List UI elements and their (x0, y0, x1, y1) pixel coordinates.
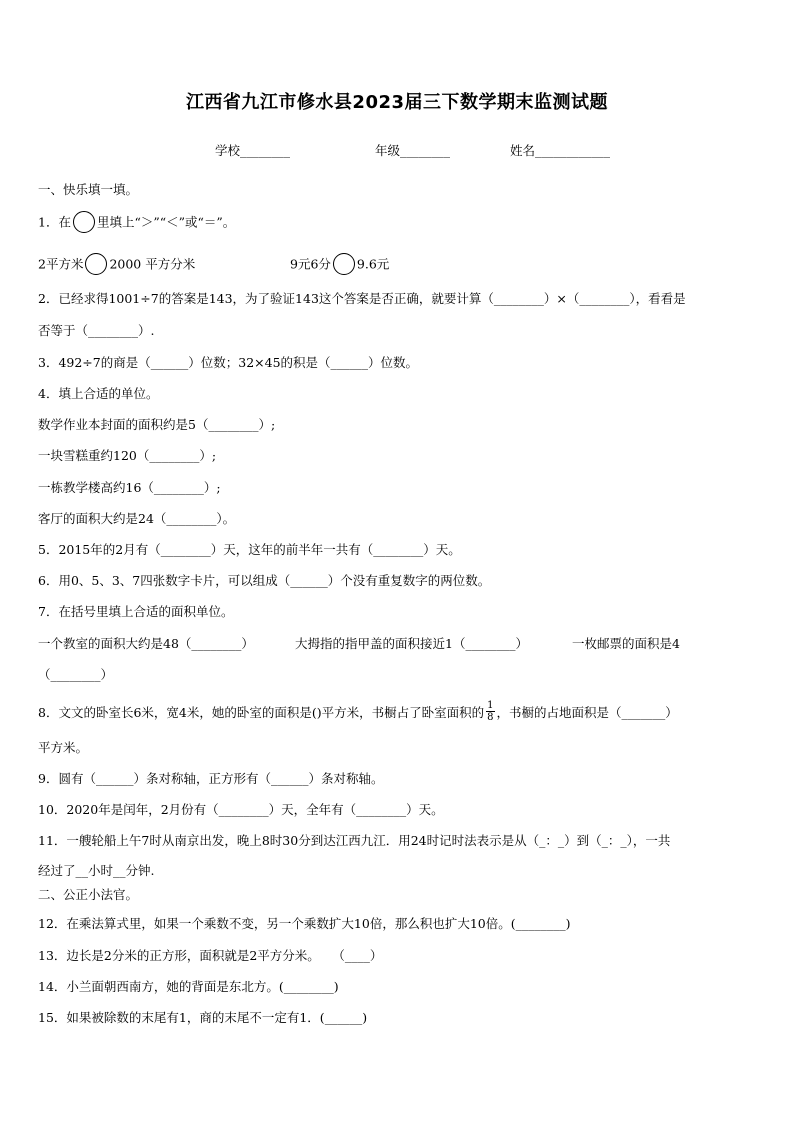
q1-sub2-left: 9元6分 (290, 256, 331, 272)
question-7-part-3: 一枚邮票的面积是4 (572, 636, 680, 651)
question-11-line-1: 11．一艘轮船上午7时从南京出发，晚上8时30分到达江西九江．用24时记时法表示是从（_：_）到（_：_），一共 (38, 833, 671, 848)
school-field: 学校________ (215, 143, 291, 158)
question-5: 5．2015年的2月有（________）天，这年的前半年一共有（________）天。 (38, 542, 461, 557)
question-12: 12．在乘法算式里，如果一个乘数不变，另一个乘数扩大10倍，那么积也扩大10倍。(________) (38, 916, 571, 931)
q8-text-a: 8．文文的卧室长6米，宽4米，她的卧室的面积是()平方米，书橱占了卧室面积的 (38, 705, 485, 720)
question-1-sub-1 (38, 254, 195, 276)
q1-text-b: 里填上“＞”“＜”或“＝”。 (96, 214, 236, 230)
grade-field: 年级________ (375, 143, 451, 158)
section-1-heading: 一、快乐填一填。 (38, 182, 139, 197)
q1-sub2-right: 9.6元 (356, 256, 390, 272)
question-1 (38, 212, 235, 234)
fraction-one-eighth (486, 700, 494, 723)
question-13: 13．边长是2分米的正方形，面积就是2平方分米。 （____） (38, 948, 383, 963)
question-2-line-2: 否等于（________）. (38, 323, 155, 338)
question-9: 9．圆有（______）条对称轴，正方形有（______）条对称轴。 (38, 771, 384, 786)
question-8-line-2: 平方米。 (38, 740, 89, 755)
exam-title: 江西省九江市修水县2023届三下数学期末监测试题 (185, 92, 609, 113)
question-4-item-3: 一栋教学楼高约16（________）; (38, 480, 221, 495)
compare-circle-icon (333, 253, 355, 275)
question-11-line-2: 经过了__小时__分钟. (38, 863, 155, 878)
question-7-part-2: 大拇指的指甲盖的面积接近1（________） (295, 636, 528, 651)
question-10: 10．2020年是闰年，2月份有（________）天，全年有（________）天。 (38, 802, 444, 817)
question-7-line-2: （________） (38, 667, 114, 682)
question-6: 6．用0、5、3、7四张数字卡片，可以组成（______）个没有重复数字的两位数。 (38, 573, 491, 588)
question-4-heading: 4．填上合适的单位。 (38, 386, 159, 401)
question-7-heading: 7．在括号里填上合适的面积单位。 (38, 604, 234, 619)
compare-circle-icon (85, 253, 107, 275)
question-4-item-4: 客厅的面积大约是24（________）。 (38, 511, 236, 526)
question-7-part-1: 一个教室的面积大约是48（________） (38, 636, 254, 651)
name-field: 姓名____________ (510, 143, 611, 158)
question-4-item-2: 一块雪糕重约120（________）; (38, 448, 217, 463)
q8-text-b: ，书橱的占地面积是（_______） (496, 705, 678, 720)
q1-sub1-right: 2000 平方分米 (109, 256, 196, 272)
q1-sub1-left: 2平方米 (38, 256, 84, 272)
compare-circle-icon (73, 211, 95, 233)
fraction-denominator: 8 (487, 712, 494, 723)
question-3: 3．492÷7的商是（______）位数；32×45的积是（______）位数。 (38, 355, 419, 370)
question-4-item-1: 数学作业本封面的面积约是5（________）; (38, 417, 276, 432)
question-2-line-1: 2．已经求得1001÷7的答案是143，为了验证143这个答案是否正确，就要计算（________）×（________），看看是 (38, 291, 686, 306)
fraction-numerator: 1 (487, 700, 494, 711)
q1-text-a: 1．在 (38, 214, 71, 230)
question-14: 14．小兰面朝西南方，她的背面是东北方。(________) (38, 979, 339, 994)
section-2-heading: 二、公正小法官。 (38, 887, 139, 902)
question-8-line-1 (38, 702, 678, 725)
question-1-sub-2 (290, 254, 389, 276)
question-15: 15．如果被除数的末尾有1，商的末尾不一定有1．(______) (38, 1010, 368, 1025)
